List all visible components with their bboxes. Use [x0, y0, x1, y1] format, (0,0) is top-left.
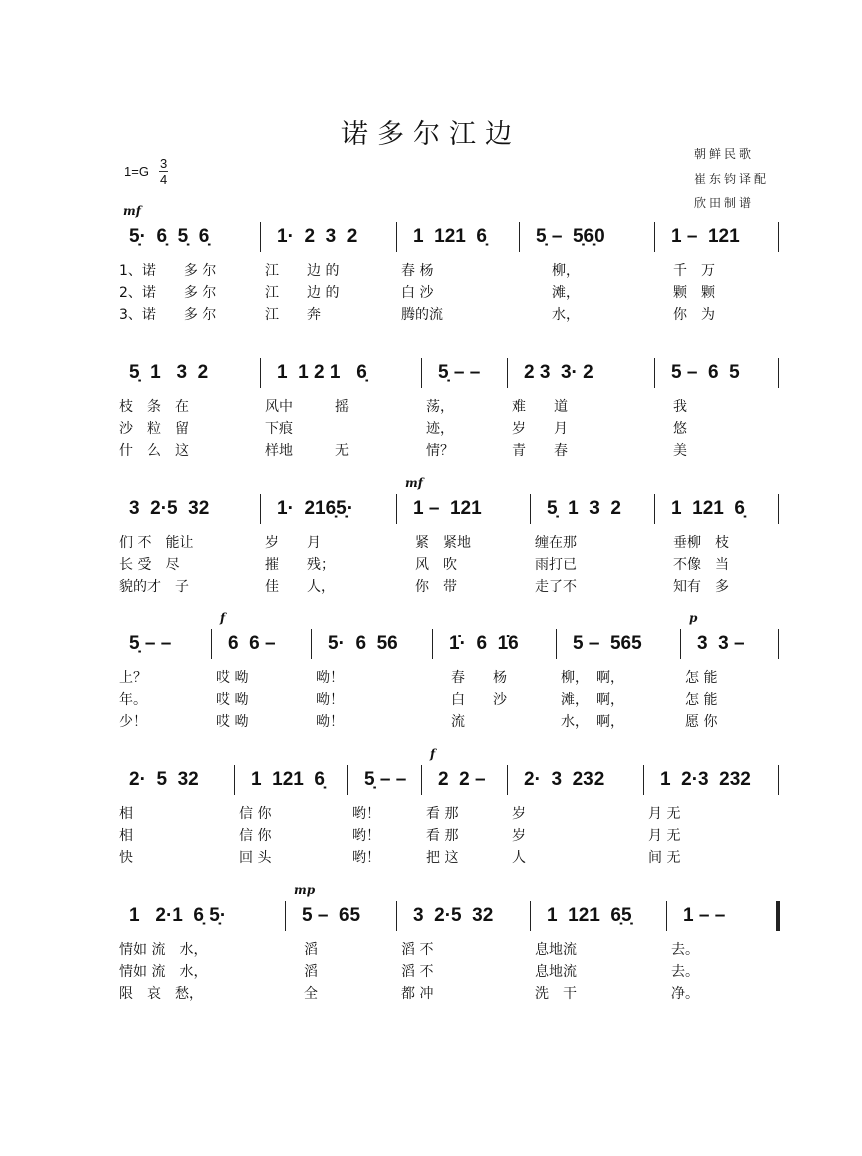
- lyric-verse-1: 滔: [290, 942, 318, 958]
- lyric-verse-2: 岁 月: [512, 421, 568, 437]
- lyric-verse-3: 全: [290, 986, 318, 1002]
- lyric-verse-2: 雨打已: [535, 557, 577, 573]
- lyric-verse-1: 柳， 啊，: [561, 670, 624, 686]
- lyrics-block: [261, 396, 422, 462]
- lyric-verse-1: 荡，: [426, 399, 454, 415]
- lyrics-block: [115, 667, 212, 733]
- lyrics-block: [397, 939, 531, 1005]
- lyric-verse-2: 呦！: [316, 692, 344, 708]
- measure-notes: 3 2·5 32: [413, 905, 494, 926]
- measure: [348, 765, 422, 869]
- credit-origin: 朝鲜民歌: [694, 147, 755, 161]
- lyric-verse-1: 相: [119, 806, 133, 822]
- measure: [261, 222, 397, 326]
- measure-notes: 1· 2 3 2: [277, 226, 358, 247]
- lyric-verse-3: 样地 无: [265, 443, 349, 459]
- measure-notes: 3 2·5 32: [129, 498, 210, 519]
- measure: [261, 494, 397, 598]
- lyrics-block: [655, 260, 779, 326]
- credit-translator: 崔东钧译配: [694, 171, 770, 186]
- lyric-verse-1: 1、诺 多 尔: [119, 263, 217, 279]
- measure: [115, 901, 286, 1005]
- dynamic-marking: f: [430, 747, 436, 761]
- lyric-verse-2: 滔 不: [401, 964, 434, 980]
- measure: [397, 901, 531, 1005]
- lyric-verse-1: 情如 流 水，: [119, 942, 208, 958]
- lyric-verse-3: 走了不: [535, 579, 577, 595]
- lyric-verse-3: 洗 干: [535, 986, 577, 1002]
- measure-notes: 1 – 121: [413, 498, 482, 519]
- key-signature: 1=G: [124, 164, 149, 179]
- lyrics-block: [433, 667, 557, 733]
- measure-notes: 5̣ – 5̣6̣0: [536, 226, 605, 247]
- lyric-verse-1: 枝 条 在: [119, 399, 189, 415]
- credit-notation: 欣田制谱: [694, 196, 755, 210]
- lyric-verse-3: 你 为: [659, 307, 715, 323]
- lyric-verse-1: 滔 不: [401, 942, 434, 958]
- dynamic-marking: mf: [123, 204, 141, 218]
- lyric-verse-2: 滩，: [524, 285, 580, 301]
- measure-notes: 1 – 121: [671, 226, 740, 247]
- lyrics-block: [115, 396, 261, 462]
- lyric-verse-1: 上？: [119, 670, 147, 686]
- lyric-verse-3: 少！: [119, 714, 147, 730]
- barline: [778, 629, 780, 659]
- barline: [778, 494, 780, 524]
- lyric-verse-3: 净。: [671, 986, 699, 1002]
- lyric-verse-1: 江 边 的: [265, 263, 340, 279]
- lyric-verse-3: 水， 啊，: [561, 714, 624, 730]
- measure: [508, 765, 644, 869]
- measure: [115, 629, 212, 733]
- lyric-verse-3: 哟！: [352, 850, 380, 866]
- measure: [212, 611, 312, 733]
- measure-notes: 1 2·1 6̣ 5̣·: [129, 905, 227, 926]
- measure-notes: 5 – 6 5: [671, 362, 740, 383]
- measure: [115, 358, 261, 462]
- lyric-verse-1: 千 万: [659, 263, 715, 279]
- lyric-verse-2: 2、诺 多 尔: [119, 285, 217, 301]
- lyric-verse-1: 看 那: [426, 806, 459, 822]
- lyric-verse-1: 岁 月: [265, 535, 321, 551]
- measure-notes: 6 6 –: [228, 633, 276, 654]
- barline: [778, 358, 780, 388]
- lyric-verse-1: 紧 紧地: [401, 535, 471, 551]
- lyric-verse-1: 哟！: [352, 806, 380, 822]
- lyrics-block: [397, 532, 531, 598]
- lyric-verse-2: 风 吹: [401, 557, 457, 573]
- measure: [681, 611, 779, 733]
- lyric-verse-2: 信 你: [239, 828, 272, 844]
- measure-notes: 5̣ – –: [129, 633, 172, 654]
- lyric-verse-1: 怎 能: [685, 670, 718, 686]
- measure-notes: 3 3 –: [697, 633, 745, 654]
- measure: [508, 358, 655, 462]
- measure: [115, 765, 235, 869]
- measure-notes: 1· 216̣5̣·: [277, 498, 354, 519]
- measure: [531, 494, 655, 598]
- measure: [261, 358, 422, 462]
- measure-notes: 5̣ – –: [364, 769, 407, 790]
- measure-notes: 1 – –: [683, 905, 726, 926]
- lyric-verse-2: 岁: [512, 828, 526, 844]
- measure: [557, 629, 681, 733]
- lyric-verse-2: 去。: [671, 964, 699, 980]
- lyric-verse-1: 难 道: [512, 399, 568, 415]
- lyrics-block: [508, 396, 655, 462]
- lyrics-block: [644, 803, 779, 869]
- measure: [422, 747, 508, 869]
- measure-notes: 5̣ 1 3 2: [547, 498, 621, 519]
- measure-notes: 1 1 2 1 6̣: [277, 362, 367, 383]
- staff-system: [115, 476, 779, 598]
- measure-notes: 1 121 6̣: [251, 769, 325, 790]
- staff-system: [115, 204, 779, 326]
- staff-system: [115, 883, 778, 1005]
- time-denominator: 4: [160, 172, 168, 187]
- lyric-verse-2: 不像 当: [659, 557, 729, 573]
- measure-notes: 5· 6 56: [328, 633, 398, 654]
- measure-notes: 1 121 6̣: [413, 226, 487, 247]
- measure: [115, 494, 261, 598]
- lyrics-block: [508, 803, 644, 869]
- lyric-verse-1: 信 你: [239, 806, 272, 822]
- measure-notes: 5 – 65: [302, 905, 361, 926]
- lyrics-block: [348, 803, 422, 869]
- lyric-verse-1: 柳，: [524, 263, 580, 279]
- time-numerator: 3: [160, 156, 168, 171]
- measure: [531, 901, 667, 1005]
- measure-notes: 1 121 6̣: [671, 498, 745, 519]
- lyric-verse-2: 哎 呦: [216, 692, 249, 708]
- lyric-verse-2: 情如 流 水，: [119, 964, 208, 980]
- lyrics-block: [681, 667, 779, 733]
- lyrics-block: [261, 532, 397, 598]
- lyrics-block: [667, 939, 778, 1005]
- measure: [312, 629, 433, 733]
- measure: [235, 765, 348, 869]
- lyric-verse-2: 哟！: [352, 828, 380, 844]
- lyric-verse-2: 悠: [659, 421, 687, 437]
- barline: [778, 222, 780, 252]
- lyric-verse-3: 哎 呦: [216, 714, 249, 730]
- lyric-verse-3: 愿 你: [685, 714, 718, 730]
- lyric-verse-2: 怎 能: [685, 692, 718, 708]
- lyrics-block: [115, 939, 286, 1005]
- lyrics-block: [312, 667, 433, 733]
- lyric-verse-3: 你 带: [401, 579, 457, 595]
- lyric-verse-3: 回 头: [239, 850, 272, 866]
- lyric-verse-2: 颗 颗: [659, 285, 715, 301]
- lyric-verse-3: 间 无: [648, 850, 681, 866]
- lyric-verse-2: 长 受 尽: [119, 557, 180, 573]
- lyrics-block: [397, 260, 520, 326]
- measure: [520, 222, 655, 326]
- lyric-verse-2: 江 边 的: [265, 285, 340, 301]
- lyric-verse-1: 垂柳 枝: [659, 535, 729, 551]
- lyric-verse-3: 什 么 这: [119, 443, 189, 459]
- lyric-verse-2: 白 沙: [401, 285, 434, 301]
- lyrics-block: [655, 396, 779, 462]
- barline: [778, 765, 780, 795]
- lyric-verse-1: 风中 摇: [265, 399, 349, 415]
- lyrics-block: [422, 803, 508, 869]
- lyrics-block: [261, 260, 397, 326]
- lyrics-block: [115, 803, 235, 869]
- credits: [694, 142, 769, 216]
- lyric-verse-2: 月 无: [648, 828, 681, 844]
- lyric-verse-2: 摧 残；: [265, 557, 335, 573]
- measure-notes: 2 2 –: [438, 769, 486, 790]
- lyric-verse-3: 情？: [426, 443, 454, 459]
- lyrics-block: [531, 532, 655, 598]
- lyric-verse-1: 哎 呦: [216, 670, 249, 686]
- lyric-verse-3: 都 冲: [401, 986, 434, 1002]
- lyric-verse-2: 看 那: [426, 828, 459, 844]
- measure: [655, 358, 779, 462]
- staff-system: [115, 747, 779, 869]
- lyric-verse-1: 春 杨: [437, 670, 507, 686]
- measure: [667, 901, 778, 1005]
- lyric-verse-1: 月 无: [648, 806, 681, 822]
- lyric-verse-3: 人: [512, 850, 526, 866]
- dynamic-marking: p: [689, 611, 698, 625]
- measure: [422, 358, 508, 462]
- dynamic-marking: mf: [405, 476, 423, 490]
- lyric-verse-3: 知有 多: [659, 579, 729, 595]
- lyric-verse-3: 流: [437, 714, 465, 730]
- measure-notes: 1 121 6̣5̣: [547, 905, 632, 926]
- lyric-verse-3: 把 这: [426, 850, 459, 866]
- lyrics-block: [235, 803, 348, 869]
- lyric-verse-2: 滔: [290, 964, 318, 980]
- lyric-verse-1: 呦！: [316, 670, 344, 686]
- lyric-verse-1: 们 不 能让: [119, 535, 194, 551]
- lyric-verse-3: 限 哀 愁，: [119, 986, 203, 1002]
- lyrics-block: [115, 260, 261, 326]
- lyric-verse-3: 3、诺 多 尔: [119, 307, 217, 323]
- lyric-verse-2: 白 沙: [437, 692, 507, 708]
- lyric-verse-2: 下痕: [265, 421, 293, 437]
- measure-notes: 5 – 565: [573, 633, 642, 654]
- lyric-verse-2: 滩， 啊，: [561, 692, 624, 708]
- lyric-verse-1: 缠在那: [535, 535, 577, 551]
- lyric-verse-1: 岁: [512, 806, 526, 822]
- measure-notes: 1̇· 6 1̇6: [449, 633, 519, 654]
- measure-notes: 2· 3 232: [524, 769, 605, 790]
- lyrics-block: [212, 667, 312, 733]
- lyric-verse-3: 水，: [524, 307, 580, 323]
- measure-notes: 1 2·3 232: [660, 769, 751, 790]
- dynamic-marking: mp: [294, 883, 316, 897]
- lyrics-block: [115, 532, 261, 598]
- lyric-verse-3: 快: [119, 850, 133, 866]
- dynamic-marking: f: [220, 611, 226, 625]
- lyric-verse-3: 腾的流: [401, 307, 443, 323]
- lyric-verse-3: 貌的才 子: [119, 579, 189, 595]
- lyrics-block: [557, 667, 681, 733]
- lyric-verse-3: 美: [659, 443, 687, 459]
- lyrics-block: [286, 939, 397, 1005]
- lyric-verse-2: 沙 粒 留: [119, 421, 189, 437]
- measure: [397, 476, 531, 598]
- lyrics-block: [520, 260, 655, 326]
- lyrics-block: [422, 396, 508, 462]
- lyric-verse-2: 相: [119, 828, 133, 844]
- measure: [433, 629, 557, 733]
- time-signature: [159, 156, 168, 187]
- measure-notes: 5̣ 1 3 2: [129, 362, 209, 383]
- lyric-verse-2: 年。: [119, 692, 147, 708]
- measure: [115, 204, 261, 326]
- measure: [655, 222, 779, 326]
- lyric-verse-1: 春 杨: [401, 263, 434, 279]
- lyric-verse-1: 息地流: [535, 942, 577, 958]
- final-barline: [776, 901, 780, 931]
- lyric-verse-3: 江 奔: [265, 307, 321, 323]
- measure-notes: 2· 5 32: [129, 769, 199, 790]
- lyrics-block: [531, 939, 667, 1005]
- staff-system: [115, 358, 779, 462]
- measure: [286, 883, 397, 1005]
- measure: [397, 222, 520, 326]
- staff-system: [115, 611, 779, 733]
- measure: [655, 494, 779, 598]
- lyric-verse-2: 迹，: [426, 421, 454, 437]
- lyric-verse-1: 我: [659, 399, 687, 415]
- measure: [644, 765, 779, 869]
- lyric-verse-3: 佳 人，: [265, 579, 335, 595]
- lyric-verse-3: 青 春: [512, 443, 568, 459]
- measure-notes: 2 3 3· 2: [524, 362, 594, 383]
- measure-notes: 5̣· 6̣ 5̣ 6̣: [129, 226, 210, 247]
- lyrics-block: [655, 532, 779, 598]
- measure-notes: 5̣ – –: [438, 362, 481, 383]
- lyric-verse-3: 呦！: [316, 714, 344, 730]
- song-title: 诺多尔江边: [341, 119, 521, 150]
- lyric-verse-2: 息地流: [535, 964, 577, 980]
- lyric-verse-1: 去。: [671, 942, 699, 958]
